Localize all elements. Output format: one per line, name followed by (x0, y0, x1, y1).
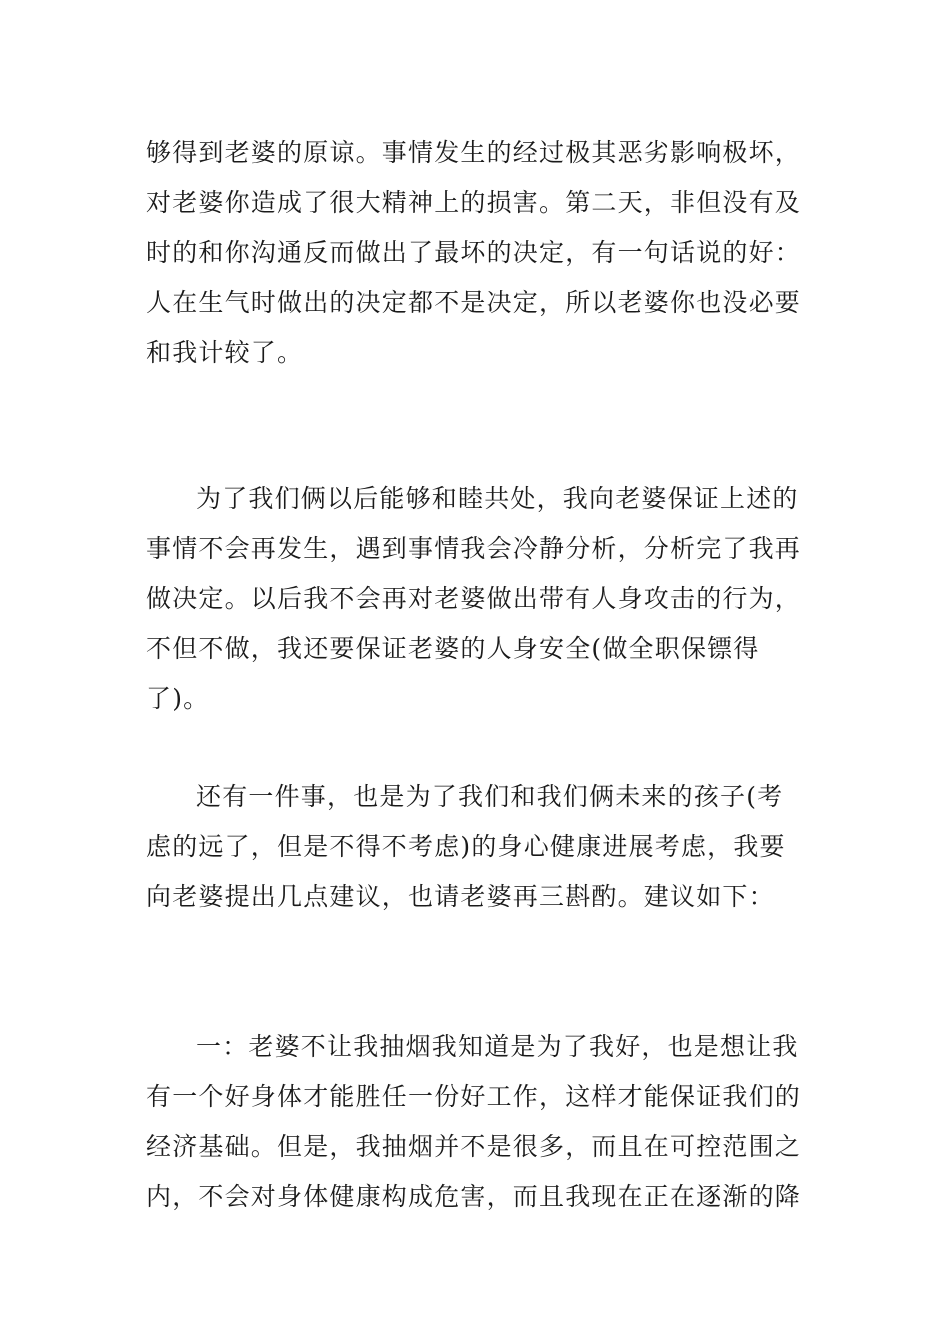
paragraph-continuation: 够得到老婆的原谅。事情发生的经过极其恶劣影响极坏，对老婆你造成了很大精神上的损害。第二天，非但没有及时的和你沟通反而做出了最坏的决定，有一句话说的好：人在生气时做出的决定都不是决定，所以老婆你也没必要和我计较了。 (146, 138, 802, 367)
paragraph-suggestions-intro: 还有一件事，也是为了我们和我们俩未来的孩子(考虑的远了，但是不得不考虑)的身心健康进展考虑，我要向老婆提出几点建议，也请老婆再三斟酌。建议如下： (146, 782, 786, 911)
paragraph-suggestion-one: 一：老婆不让我抽烟我知道是为了我好，也是想让我有一个好身体才能胜任一份好工作，这样才能保证我们的经济基础。但是，我抽烟并不是很多，而且在可控范围之内，不会对身体健康构成危害，而且我现在正在逐渐的降 (146, 1032, 802, 1211)
paragraph-promise: 为了我们俩以后能够和睦共处，我向老婆保证上述的事情不会再发生，遇到事情我会冷静分析，分析完了我再做决定。以后我不会再对老婆做出带有人身攻击的行为，不但不做，我还要保证老婆的人身安全(做全职保镖得了)。 (146, 484, 802, 713)
